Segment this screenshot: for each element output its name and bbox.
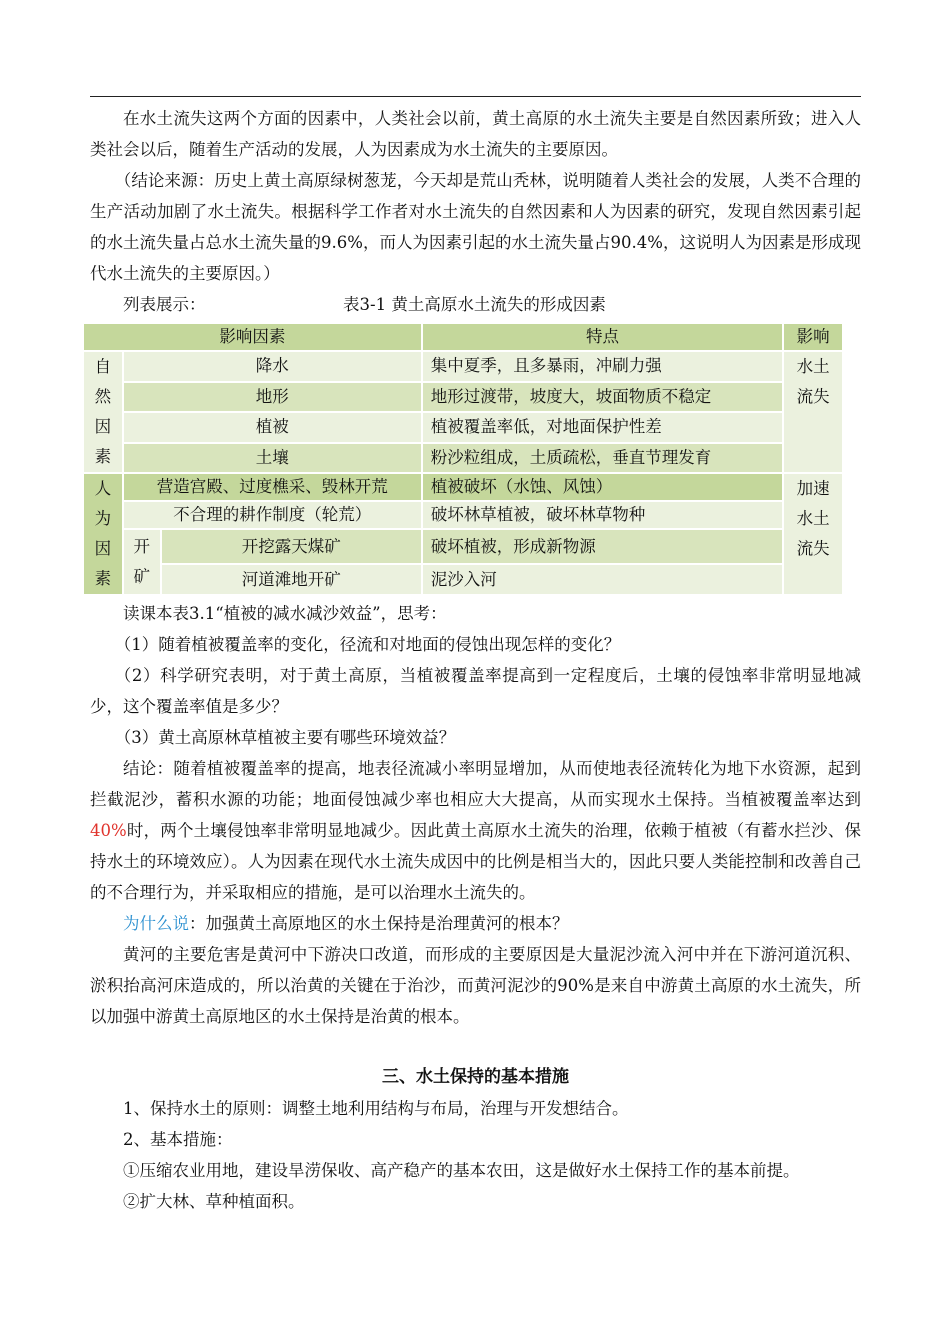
factor-cell: 不合理的耕作制度（轮荒） [123, 501, 422, 529]
feature-cell: 地形过渡带，坡度大，坡面物质不稳定 [422, 382, 784, 413]
table-header-row [83, 323, 843, 351]
measure-2: ②扩大林、草种植面积。 [123, 1192, 305, 1211]
header-effect: 影响 [783, 323, 843, 351]
table-row [83, 382, 843, 413]
factors-table [82, 322, 844, 596]
principle-item: 1、保持水土的原则：调整土地利用结构与布局，治理与开发想结合。 [123, 1099, 629, 1118]
feature-cell: 破坏林草植被，破坏林草物种 [422, 501, 784, 529]
header-factor: 影响因素 [83, 323, 422, 351]
natural-group-label: 自 然 因 素 [83, 351, 123, 473]
factor-cell: 降水 [123, 351, 422, 382]
question-2: （2）科学研究表明，对于黄土高原，当植被覆盖率提高到一定程度后，土壤的侵蚀率非常明显地减少，这个覆盖率值是多少？ [90, 666, 861, 716]
header-rule [90, 96, 861, 97]
table-title-line [90, 289, 861, 320]
feature-cell: 粉沙粒组成，土质疏松，垂直节理发育 [422, 443, 784, 474]
feature-cell: 植被破坏（水蚀、风蚀） [422, 473, 784, 501]
table-row [83, 351, 843, 382]
table-row [83, 501, 843, 529]
question-3: （3）黄土高原林草植被主要有哪些环境效益？ [114, 728, 456, 747]
paragraph-causes: 在水土流失这两个方面的因素中，人类社会以前，黄土高原的水土流失主要是自然因素所致；进入人类社会以后，随着生产活动的发展，人为因素成为水土流失的主要原因。 [90, 109, 861, 159]
natural-effect: 水土 流失 [783, 351, 843, 473]
table-row [83, 529, 843, 564]
table-row [83, 473, 843, 501]
section-heading: 三、水土保持的基本措施 [382, 1067, 569, 1087]
mining-group-label: 开 矿 [123, 529, 161, 595]
document-page [90, 96, 861, 1217]
factor-cell: 河道滩地开矿 [161, 564, 422, 595]
why-question: 为什么说：加强黄土高原地区的水土保持是治理黄河的根本？ [123, 914, 569, 933]
feature-cell: 植被覆盖率低，对地面保护性差 [422, 412, 784, 443]
factor-cell: 土壤 [123, 443, 422, 474]
measure-1: ①压缩农业用地，建设旱涝保收、高产稳产的基本农田，这是做好水土保持工作的基本前提。 [123, 1161, 800, 1180]
conclusion-paragraph: 结论：随着植被覆盖率的提高，地表径流减小率明显增加，从而使地表径流转化为地下水资源，起到拦截泥沙，蓄积水源的功能；地面侵蚀减少率也相应大大提高，从而实现水土保持。当植被覆盖率达到40%时，两个土壤侵蚀率非常明显地减少。因此黄土高原水土流失的治理，依赖于植被（有蓄水拦沙、保持水土的环境效应）。人为因素在现代水土流失成因中的比例是相当大的，因此只要人类能控制和改善自己的不合理行为，并采取相应的措施，是可以治理水土流失的。 [90, 759, 861, 902]
feature-cell: 破坏植被，形成新物源 [422, 529, 784, 564]
questions-intro: 读课本表3.1“植被的减水减沙效益”，思考： [123, 604, 447, 623]
table-row [83, 564, 843, 595]
feature-cell: 泥沙入河 [422, 564, 784, 595]
human-effect: 加速 水土 流失 [783, 473, 843, 595]
highlight-40-percent: 40% [90, 821, 127, 840]
feature-cell: 集中夏季，且多暴雨，冲刷力强 [422, 351, 784, 382]
table-row [83, 443, 843, 474]
question-1: （1）随着植被覆盖率的变化，径流和对地面的侵蚀出现怎样的变化？ [114, 635, 621, 654]
human-group-label: 人 为 因 素 [83, 473, 123, 595]
factor-cell: 地形 [123, 382, 422, 413]
paragraph-source: （结论来源：历史上黄土高原绿树葱茏，今天却是荒山秃林，说明随着人类社会的发展，人类不合理的生产活动加剧了水土流失。根据科学工作者对水土流失的自然因素和人为因素的研究，发现自然因素引起的水土流失量占总水土流失量的9.6%，而人为因素引起的水土流失量占90.4%，这说明人为因素是形成现代水土流失的主要原因。） [90, 171, 861, 283]
factor-cell: 植被 [123, 412, 422, 443]
header-feature: 特点 [422, 323, 784, 351]
measures-item: 2、基本措施： [123, 1130, 233, 1149]
table-caption: 表3-1 黄土高原水土流失的形成因素 [343, 295, 606, 314]
factor-cell: 开挖露天煤矿 [161, 529, 422, 564]
table-lead: 列表展示： [123, 295, 206, 314]
factor-cell: 营造宫殿、过度樵采、毁林开荒 [123, 473, 422, 501]
table-row [83, 412, 843, 443]
why-answer: 黄河的主要危害是黄河中下游决口改道，而形成的主要原因是大量泥沙流入河中并在下游河道沉积、淤积抬高河床造成的，所以治黄的关键在于治沙，而黄河泥沙的90%是来自中游黄土高原的水土流失，所以加强中游黄土高原地区的水土保持是治黄的根本。 [90, 945, 861, 1026]
why-label: 为什么说 [123, 914, 189, 933]
